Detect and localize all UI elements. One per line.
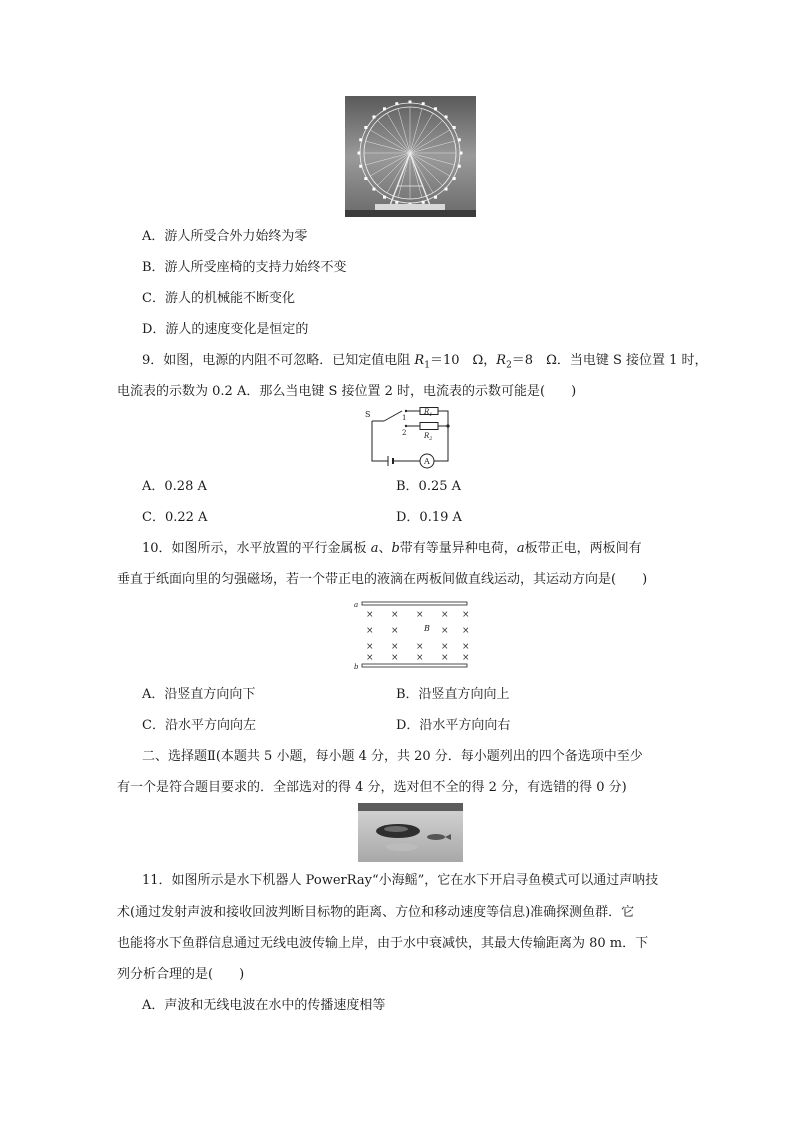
- q10-option-d: D．沿水平方向向右: [396, 718, 511, 733]
- field-cross-mark: ×: [441, 642, 449, 652]
- switch-pos2-label: 2: [402, 429, 407, 437]
- field-cross-mark: ×: [416, 610, 424, 620]
- q10-option-b: B．沿竖直方向向上: [396, 687, 510, 702]
- field-cross-mark: ×: [366, 642, 374, 652]
- field-cross-mark: ×: [391, 653, 399, 663]
- q9-option-c: C．0.22 A: [142, 510, 208, 525]
- ferris-wheel-image: [345, 96, 476, 217]
- q8-option-c: C．游人的机械能不断变化: [142, 291, 295, 306]
- q9-option-b: B．0.25 A: [396, 479, 462, 494]
- q9-stem-line1: 9．如图，电源的内阻不可忽略．已知定值电阻 $R_1=10$ Ω，$R_2=8$ Ω．当电键 S 接位置 1 时，: [142, 353, 708, 371]
- q10-stem-line1: 10．如图所示，水平放置的平行金属板 a、b带有等量异种电荷，a板带正电，两板间有: [142, 541, 642, 556]
- q11-stem-line4: 列分析合理的是( ): [117, 967, 245, 982]
- section2-heading-line1: 二、选择题Ⅱ(本题共 5 小题，每小题 4 分，共 20 分．每小题列出的四个备选项中至少: [142, 749, 643, 764]
- field-cross-mark: ×: [462, 626, 470, 636]
- field-cross-mark: ×: [462, 610, 470, 620]
- q9-circuit-diagram: [362, 405, 458, 471]
- field-cross-mark: ×: [391, 642, 399, 652]
- field-cross-mark: ×: [441, 610, 449, 620]
- underwater-robot-image: [358, 803, 463, 862]
- q8-option-a: A．游人所受合外力始终为零: [142, 229, 308, 244]
- q8-option-b: B．游人所受座椅的支持力始终不变: [142, 260, 347, 275]
- q11-stem-line3: 也能将水下鱼群信息通过无线电波传输上岸，由于水中衰减快，其最大传输距离为 80 m．下: [117, 936, 649, 951]
- field-b-label: B: [424, 624, 430, 633]
- switch-pos1-label: 1: [402, 414, 407, 422]
- q10-stem-line2: 垂直于纸面向里的匀强磁场，若一个带正电的液滴在两板间做直线运动，其运动方向是( ): [117, 572, 648, 587]
- q9-option-a: A．0.28 A: [142, 479, 207, 494]
- field-cross-mark: ×: [366, 626, 374, 636]
- ammeter-label: A: [424, 457, 430, 466]
- field-cross-mark: ×: [441, 653, 449, 663]
- field-cross-mark: ×: [366, 610, 374, 620]
- field-cross-mark: ×: [416, 642, 424, 652]
- r2-label: $R_2$: [424, 432, 433, 442]
- q10-option-a: A．沿竖直方向向下: [142, 687, 256, 702]
- q9-stem-line2: 电流表的示数为 0.2 A．那么当电键 S 接位置 2 时，电流表的示数可能是( ): [117, 384, 577, 399]
- field-cross-mark: ×: [366, 653, 374, 663]
- plate-a-label: a: [354, 601, 359, 609]
- section2-heading-line2: 有一个是符合题目要求的．全部选对的得 4 分，选对但不全的得 2 分，有选错的得 0 分): [117, 780, 627, 795]
- field-cross-mark: ×: [462, 653, 470, 663]
- q9-option-d: D．0.19 A: [396, 510, 462, 525]
- field-cross-mark: ×: [416, 653, 424, 663]
- q8-option-d: D．游人的速度变化是恒定的: [142, 322, 309, 337]
- q11-stem-line2: 术(通过发射声波和接收回波判断目标物的距离、方位和移动速度等信息)准确探测鱼群．它: [117, 905, 635, 920]
- q11-option-a: A．声波和无线电波在水中的传播速度相等: [142, 998, 386, 1013]
- field-cross-mark: ×: [391, 626, 399, 636]
- field-cross-mark: ×: [462, 642, 470, 652]
- q11-stem-line1: 11．如图所示是水下机器人 PowerRay“小海鳐”，它在水下开启寻鱼模式可以通过声呐技: [142, 873, 659, 888]
- field-cross-mark: ×: [441, 626, 449, 636]
- r1-label: $R_1$: [424, 408, 433, 418]
- switch-label: S: [365, 410, 371, 419]
- q10-option-c: C．沿水平方向向左: [142, 718, 256, 733]
- field-cross-mark: ×: [391, 610, 399, 620]
- plate-b-label: b: [354, 663, 359, 670]
- q10-field-diagram: [352, 598, 472, 670]
